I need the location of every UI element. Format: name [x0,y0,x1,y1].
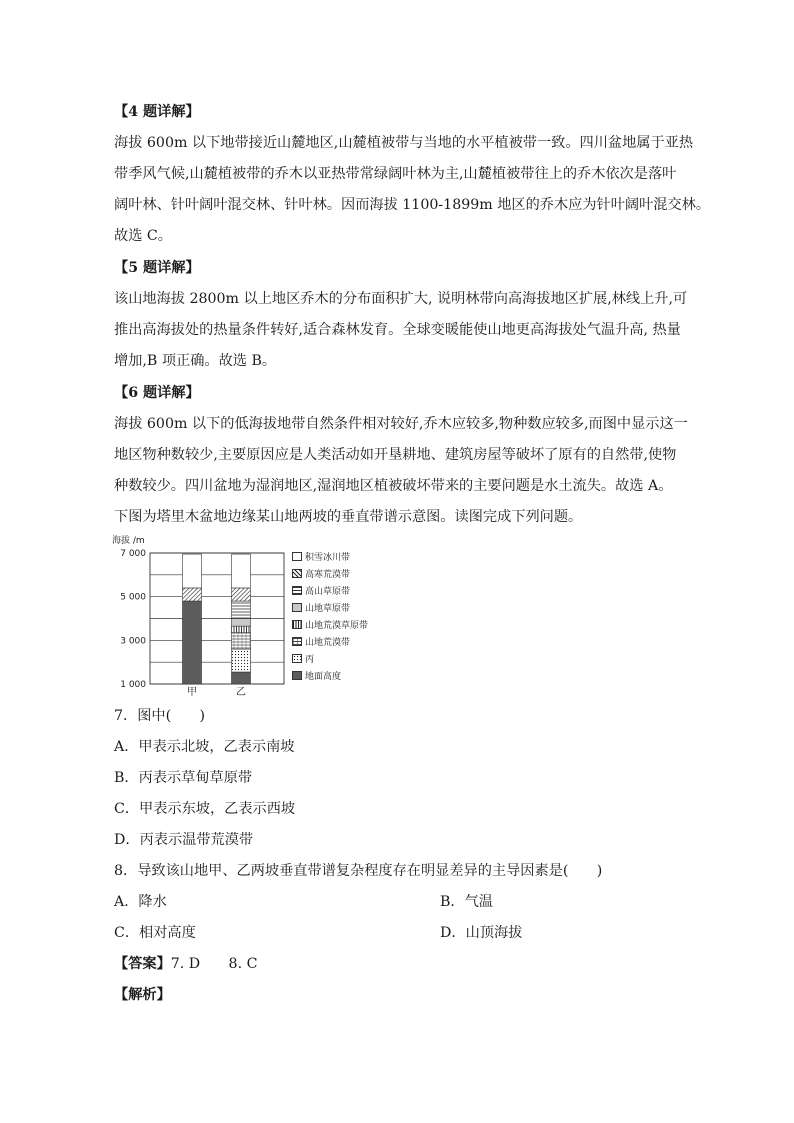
q4-line-3: 阔叶林、针叶阔叶混交林、针叶林。因而海拔 1100-1899m 地区的乔木应为针叶阔叶混交林。 [114,197,711,213]
legend-swatch [292,620,302,629]
legend-swatch [292,654,302,663]
bar-segment-yi [232,633,251,649]
q6-line-2: 地区物种数较少,主要原因应是人类活动如开垦耕地、建筑房屋等破坏了原有的自然带,使物 [114,447,677,463]
legend-swatch [292,586,302,595]
legend-label: 山地荒漠带 [305,638,351,648]
legend-item [292,633,402,650]
q5-header: 【5 题详解】 [114,260,200,276]
legend-label: 地面高度 [305,672,342,682]
legend-item [292,616,402,633]
y-tick-label: 1 000 [120,680,146,690]
q8-option-c: C．相对高度 [114,925,196,941]
bar-segment-jia [183,554,202,588]
q6-header: 【6 题详解】 [114,385,200,401]
y-tick-label: 3 000 [120,636,146,647]
legend-item [292,650,402,667]
x-category-label: 乙 [236,687,246,698]
answer-line [114,954,257,974]
bar-segment-jia [183,601,202,684]
bar-segment-yi [232,554,251,588]
bar-segment-yi [232,649,251,672]
q8-stem: 8．导致该山地甲、乙两坡垂直带谱复杂程度存在明显差异的主导因素是( ) [114,863,603,879]
legend-label: 积雪冰川带 [305,553,351,563]
q8-option-b: B．气温 [440,894,493,910]
q7-option-d: D．丙表示温带荒漠带 [114,832,254,848]
x-category-label: 甲 [187,687,197,698]
q4-header: 【4 题详解】 [114,104,200,120]
y-tick-label: 7 000 [120,549,146,559]
q7-option-b: B．丙表示草甸草原带 [114,770,253,786]
question-intro: 下图为塔里木盆地边缘某山地两坡的垂直带谱示意图。读图完成下列问题。 [114,509,583,525]
legend-swatch [292,603,302,612]
legend-label: 高山草原带 [305,587,351,597]
bar-segment-yi [232,588,251,601]
q5-line-2: 推出高海拔处的热量条件转好,适合森林发育。全球变暖能使山地更高海拔处气温升高, 热量 [114,322,681,338]
q5-line-3: 增加,B 项正确。故选 B。 [114,353,277,369]
legend-item [292,582,402,599]
legend-item [292,548,402,565]
legend-label: 丙 [305,655,315,665]
q4-line-1: 海拔 600m 以下地带接近山麓地区,山麓植被带与当地的水平植被带一致。四川盆地属于亚热 [114,135,694,151]
bar-segment-yi [232,672,251,684]
q5-line-1: 该山地海拔 2800m 以上地区乔木的分布面积扩大, 说明林带向高海拔地区扩展,林线上升,可 [114,291,688,307]
legend-item [292,667,402,684]
legend-item [292,599,402,616]
q4-line-4: 故选 C。 [114,228,172,244]
legend-label: 山地草原带 [305,604,351,614]
legend-item [292,565,402,582]
y-axis-label: 海拔 /m [112,536,145,546]
legend-swatch [292,637,302,646]
q8-option-d: D．山顶海拔 [440,925,523,941]
bar-segment-jia [183,588,202,601]
legend-swatch [292,552,302,561]
legend-label: 山地荒漠草原带 [305,621,369,631]
q8-option-a: A．降水 [114,894,167,910]
legend-swatch [292,569,302,578]
q7-option-a: A．甲表示北坡，乙表示南坡 [114,739,295,755]
q7-option-c: C．甲表示东坡，乙表示西坡 [114,801,296,817]
bar-segment-yi [232,626,251,633]
answer-label: 【答案】 [114,956,171,972]
y-tick-label: 5 000 [120,592,146,603]
bar-segment-yi [232,619,251,627]
q6-line-3: 种数较少。四川盆地为湿润地区,湿润地区植被破坏带来的主要问题是水土流失。故选 A。 [114,478,673,494]
bar-segment-yi [232,601,251,618]
analysis-label: 【解析】 [114,987,171,1003]
q6-line-1: 海拔 600m 以下的低海拔地带自然条件相对较好,乔木应较多,物种数应较多,而图中显示这一 [114,416,688,432]
q7-stem: 7．图中( ) [114,708,206,724]
chart-legend [292,548,402,684]
q4-line-2: 带季风气候,山麓植被带的乔木以亚热带常绿阔叶林为主,山麓植被带往上的乔木依次是落叶 [114,166,677,182]
legend-label: 高寒荒漠带 [305,570,351,580]
answer-text: 7. D 8. C [170,956,258,972]
legend-swatch [292,671,302,680]
